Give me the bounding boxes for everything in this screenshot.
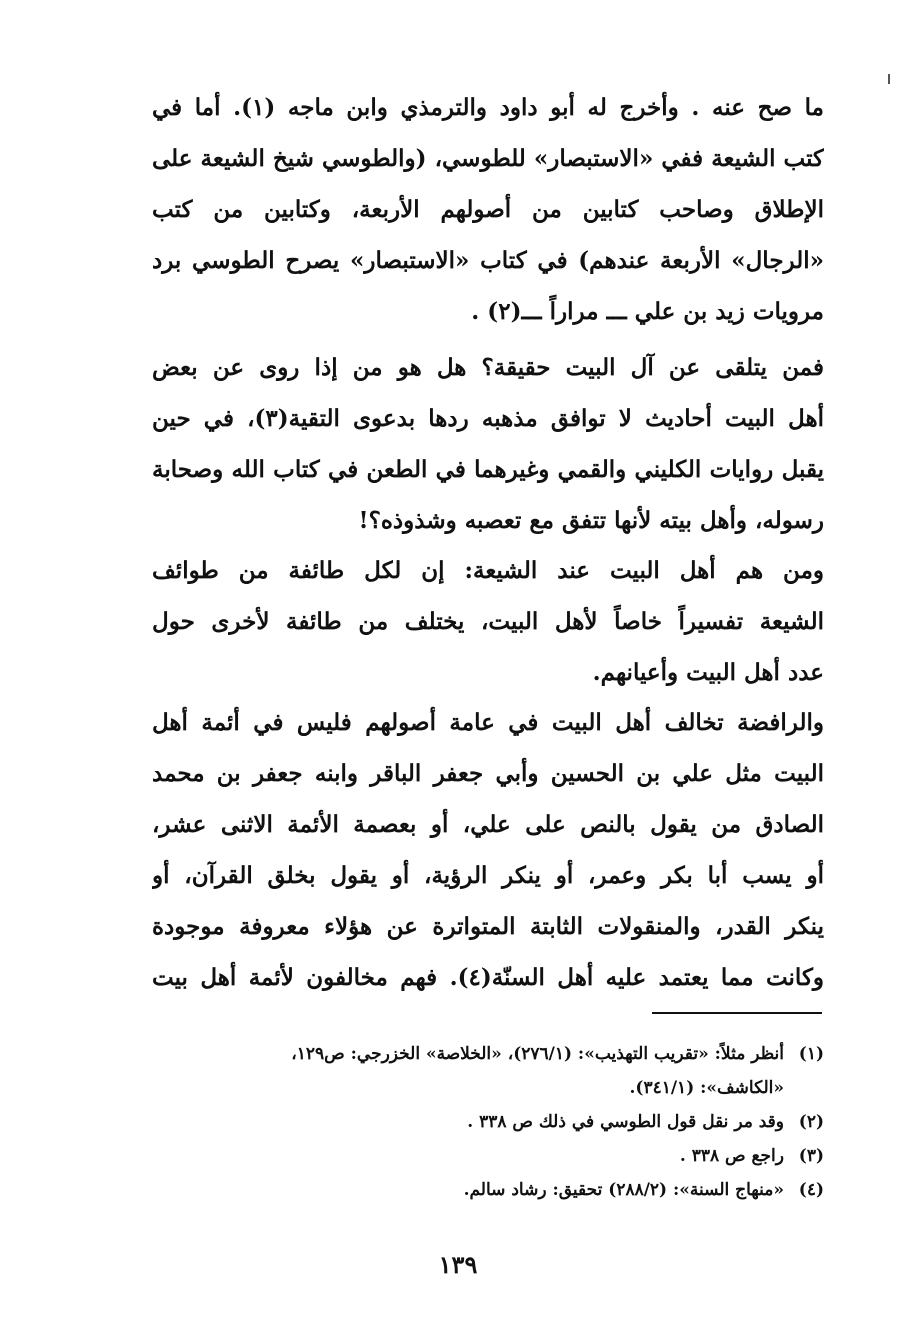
paragraph-1 [152, 82, 824, 337]
paragraph-4 [152, 697, 824, 1003]
footnote-4 [152, 1173, 824, 1207]
footnote-line: «الكاشف»: (٣٤١/١). [629, 1078, 784, 1098]
text-line: أهل البيت أحاديث لا توافق مذهبه ردها بدعوى التقية(٣)، في حين [152, 405, 824, 432]
text-line: وكانت مما يعتمد عليه أهل السنّة(٤). فهم مخالفون لأئمة أهل بيت [152, 964, 824, 991]
footnote-number: (١) [798, 1044, 824, 1064]
text-line: والرافضة تخالف أهل البيت في عامة أصولهم فليس في أئمة أهل [152, 709, 824, 736]
text-line: ينكر القدر، والمنقولات الثابتة المتواترة عن هؤلاء معروفة موجودة [152, 913, 824, 940]
footnote-separator [652, 1012, 822, 1014]
paragraph-3 [152, 545, 824, 698]
text-line: يقبل روايات الكليني والقمي وغيرهما في الطعن في كتاب الله وصحابة [152, 456, 824, 483]
text-line: «الرجال» الأربعة عندهم) في كتاب «الاستبصار» يصرح الطوسي برد [152, 247, 824, 274]
text-line: عدد أهل البيت وأعيانهم. [592, 659, 824, 686]
footnote-line: راجع ص ٣٣٨ . [679, 1146, 784, 1166]
text-line: كتب الشيعة ففي «الاستبصار» للطوسي، (والطوسي شيخ الشيعة على [152, 145, 824, 172]
footnote-text [152, 1037, 784, 1105]
footnote-3 [152, 1139, 824, 1173]
text-line: مرويات زيد بن علي ـــ مراراً ـــ(٢) . [471, 298, 824, 325]
text-line: أو يسب أبا بكر وعمر، أو ينكر الرؤية، أو يقول بخلق القرآن، أو [152, 862, 824, 889]
footnote-line: أنظر مثلاً: «تقريب التهذيب»: (٢٧٦/١)، «الخلاصة» الخزرجي: ص١٢٩، [291, 1044, 784, 1064]
footnote-line: «منهاج السنة»: (٢٨٨/٢) تحقيق: رشاد سالم. [463, 1180, 784, 1200]
text-line: ومن هم أهل البيت عند الشيعة: إن لكل طائفة من طوائف [152, 557, 824, 584]
footnote-number: (٤) [798, 1180, 824, 1200]
text-line: الشيعة تفسيراً خاصاً لأهل البيت، يختلف من طائفة لأخرى حول [152, 608, 824, 635]
footnote-number: (٣) [798, 1146, 824, 1166]
text-line: رسوله، وأهل بيته لأنها تتفق مع تعصبه وشذوذه؟! [358, 507, 824, 534]
footnotes [152, 1037, 824, 1207]
footnote-number: (٢) [798, 1112, 824, 1132]
text-line: فمن يتلقى عن آل البيت حقيقة؟ هل هو من إذا روى عن بعض [152, 354, 824, 381]
margin-mark [888, 74, 890, 84]
footnote-line: وقد مر نقل قول الطوسي في ذلك ص ٣٣٨ . [467, 1112, 784, 1132]
footnote-1 [152, 1037, 824, 1105]
text-line: البيت مثل علي بن الحسين وأبي جعفر الباقر وابنه جعفر بن محمد [152, 760, 824, 787]
paragraph-2 [152, 342, 824, 546]
page-number: ١٣٩ [438, 1250, 478, 1279]
footnote-2 [152, 1105, 824, 1139]
text-line: الصادق من يقول بالنص على علي، أو بعصمة الأئمة الاثنى عشر، [152, 811, 824, 838]
text-line: الإطلاق وصاحب كتابين من أصولهم الأربعة، وكتابين من كتب [152, 196, 824, 223]
text-line: ما صح عنه . وأخرج له أبو داود والترمذي وابن ماجه (١). أما في [152, 94, 824, 121]
